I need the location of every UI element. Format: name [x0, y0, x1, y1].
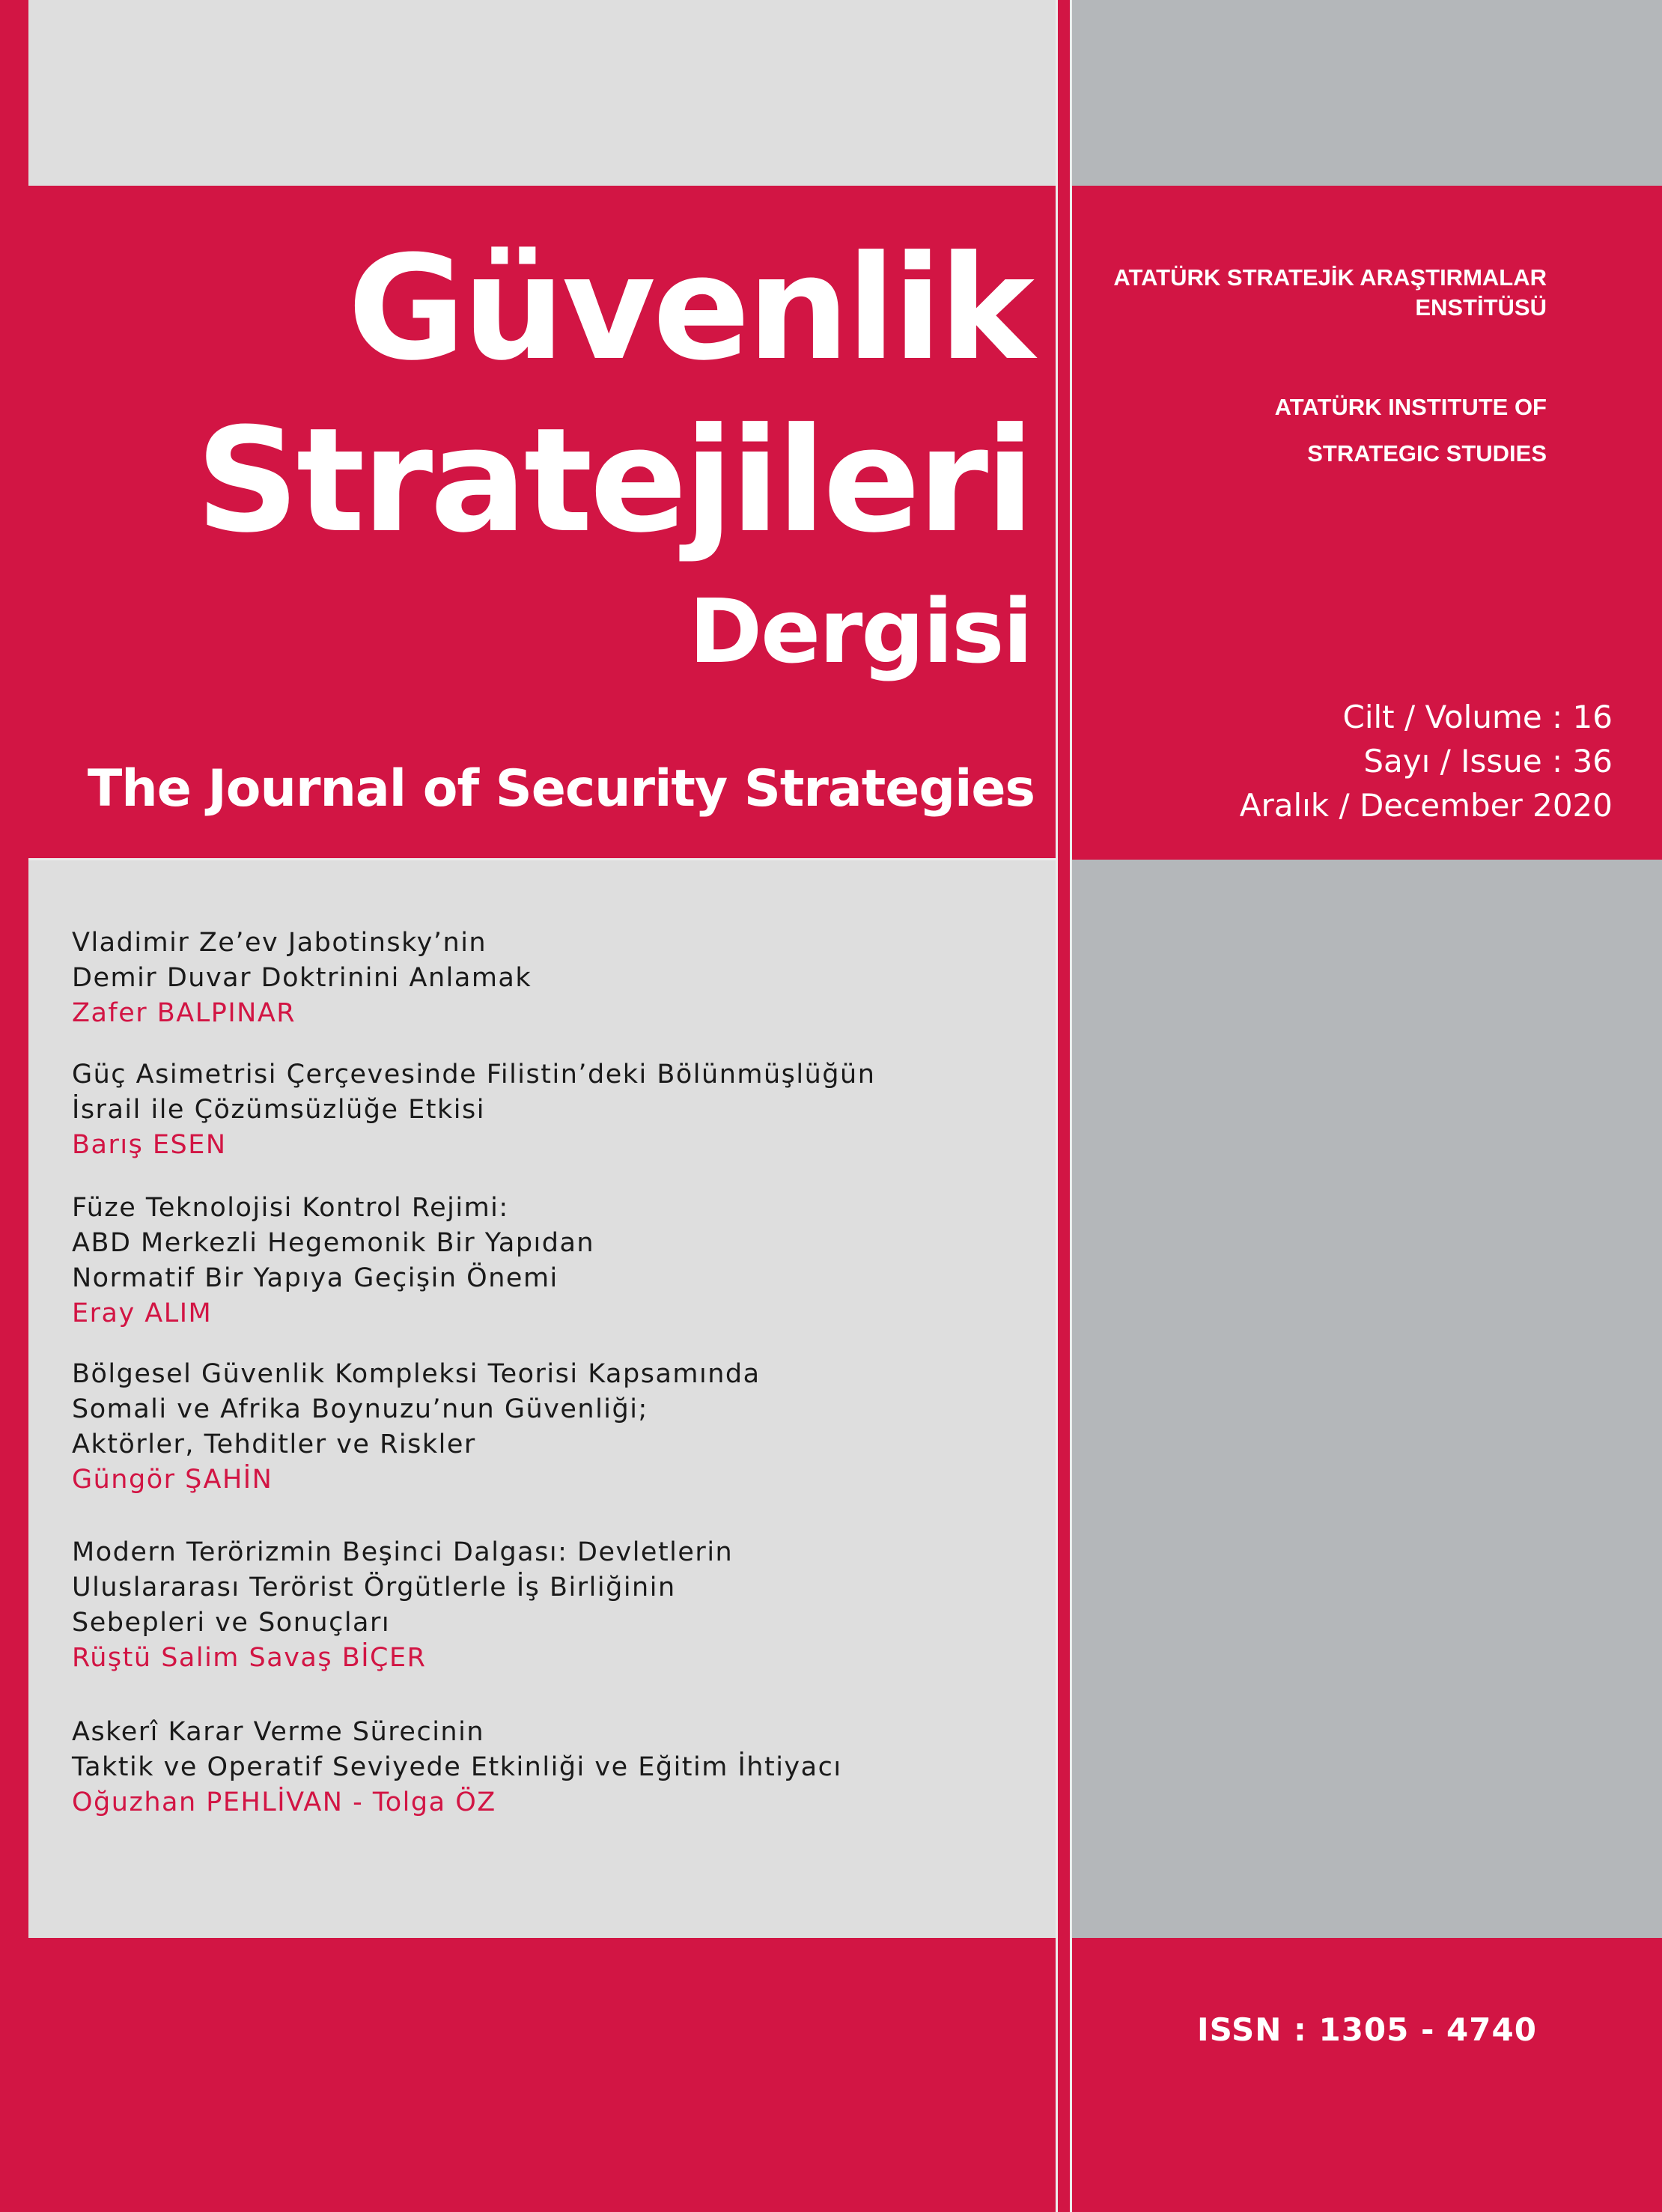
article-authors: Rüştü Salim Savaş BİÇER [72, 1643, 427, 1673]
issue-date: Aralık / December 2020 [1239, 787, 1613, 824]
institute-en-line2: STRATEGIC STUDIES [1307, 440, 1547, 467]
institute-name-en [1275, 384, 1547, 477]
article-title-line: ABD Merkezli Hegemonik Bir Yapıdan [72, 1228, 595, 1258]
journal-title-line1: Güvenlik [347, 225, 1032, 392]
institute-en-line1: ATATÜRK INSTITUTE OF [1274, 394, 1547, 420]
panel-divider [28, 858, 1056, 860]
article-entry [72, 926, 532, 1031]
top-left-panel [28, 0, 1056, 186]
institute-name-tr [1113, 263, 1547, 323]
journal-title-line2: Stratejileri [195, 398, 1032, 565]
article-title-line: Askerî Karar Verme Sürecinin [72, 1717, 485, 1747]
article-title-line: Uluslararası Terörist Örgütlerle İş Birliğinin [72, 1573, 676, 1602]
article-entry [72, 1535, 733, 1676]
article-title-line: Füze Teknolojisi Kontrol Rejimi: [72, 1193, 509, 1223]
publisher-info-panel [1072, 186, 1662, 860]
article-entry [72, 1057, 875, 1163]
article-title-line: İsrail ile Çözümsüzlüğe Etkisi [72, 1095, 485, 1125]
article-authors: Oğuzhan PEHLİVAN - Tolga ÖZ [72, 1787, 496, 1817]
article-title-line: Demir Duvar Doktrinini Anlamak [72, 963, 532, 993]
bottom-right-panel [1072, 1938, 1662, 2212]
bottom-left-panel [28, 1938, 1056, 2212]
article-title-line: Somali ve Afrika Boynuzu’nun Güvenliği; [72, 1394, 648, 1424]
institute-tr-line2: ENSTİTÜSÜ [1415, 294, 1547, 320]
title-panel [28, 186, 1053, 860]
panel-divider [1070, 0, 1072, 2212]
gray-side-panel [1072, 860, 1662, 1938]
article-entry [72, 1357, 761, 1498]
table-of-contents-panel [28, 860, 1056, 1938]
article-title-line: Vladimir Ze’ev Jabotinsky’nin [72, 928, 487, 958]
article-authors: Zafer BALPINAR [72, 998, 296, 1028]
article-title-line: Güç Asimetrisi Çerçevesinde Filistin’deki Bölünmüşlüğün [72, 1060, 876, 1090]
issue-label: Sayı / Issue : 36 [1363, 743, 1613, 780]
article-title-line: Sebepleri ve Sonuçları [72, 1608, 391, 1638]
article-authors: Güngör ŞAHİN [72, 1465, 273, 1495]
article-title-line: Bölgesel Güvenlik Kompleksi Teorisi Kapsamında [72, 1359, 761, 1389]
journal-title-line3: Dergisi [689, 580, 1032, 683]
article-title-line: Taktik ve Operatif Seviyede Etkinliği ve Eğitim İhtiyacı [72, 1752, 842, 1782]
article-title-line: Normatif Bir Yapıya Geçişin Önemi [72, 1263, 558, 1293]
article-authors: Eray ALIM [72, 1298, 213, 1328]
panel-divider [1056, 0, 1058, 2212]
article-title-line: Modern Terörizmin Beşinci Dalgası: Devletlerin [72, 1537, 734, 1567]
journal-subtitle: The Journal of Security Strategies [87, 759, 1035, 818]
institute-tr-line1: ATATÜRK STRATEJİK ARAŞTIRMALAR [1113, 264, 1547, 291]
article-authors: Barış ESEN [72, 1130, 227, 1160]
article-entry [72, 1191, 594, 1331]
top-right-panel [1072, 0, 1662, 186]
article-entry [72, 1715, 842, 1820]
volume-label: Cilt / Volume : 16 [1342, 699, 1613, 735]
article-title-line: Aktörler, Tehditler ve Riskler [72, 1429, 476, 1459]
issn-number: ISSN : 1305 - 4740 [1197, 2011, 1537, 2048]
